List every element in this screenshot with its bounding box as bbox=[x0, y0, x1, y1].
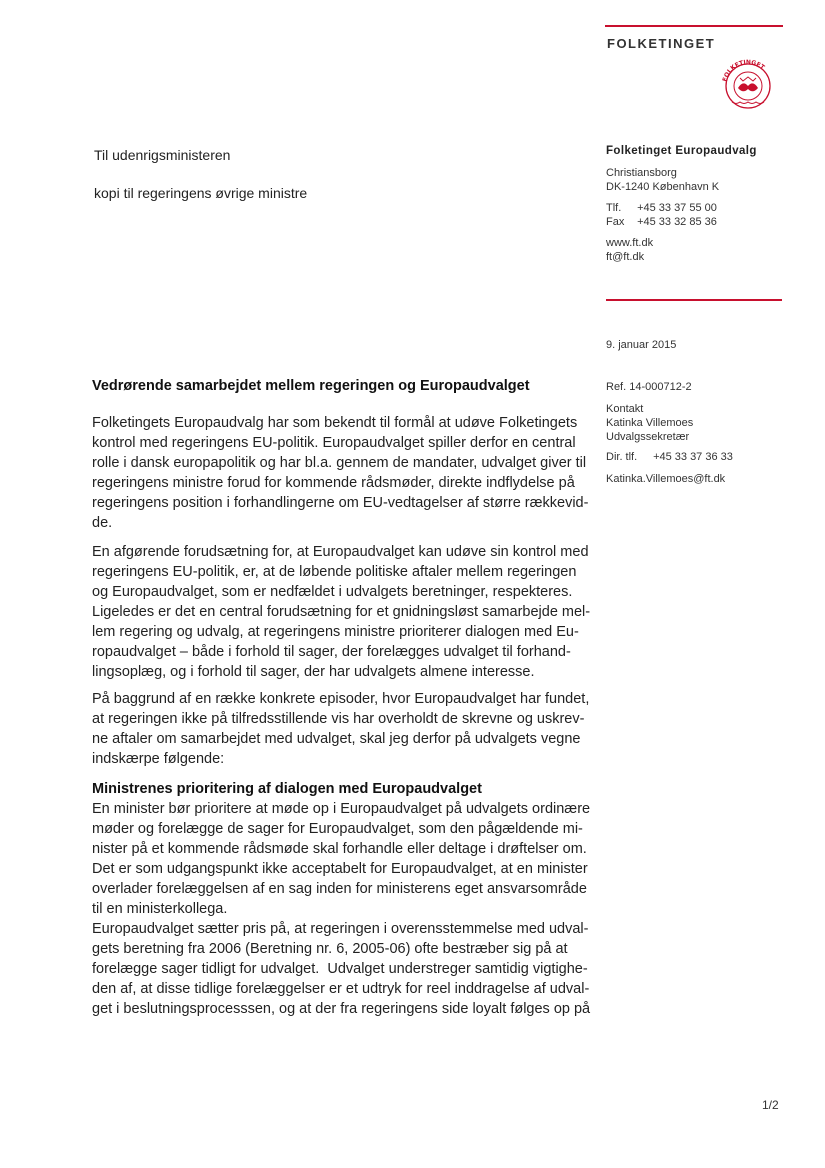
paragraph-3 bbox=[92, 689, 589, 769]
line: En afgørende forudsætning for, at Europaudvalget kan udøve sin kontrol med bbox=[92, 544, 589, 560]
line: ne aftaler om samarbejdet med udvalget, skal jeg derfor på udvalgets vegne bbox=[92, 731, 581, 747]
sender-address bbox=[606, 166, 719, 194]
fax-value: +45 33 32 85 36 bbox=[637, 216, 717, 228]
line: den af, at disse tidlige forelæggelser er et udtryk for reel inddragelse af udval- bbox=[92, 981, 590, 997]
sender-rule bbox=[606, 299, 782, 301]
folketinget-seal-icon bbox=[716, 58, 780, 110]
paragraph-2 bbox=[92, 542, 590, 682]
line: gets beretning fra 2006 (Beretning nr. 6, 2005-06) ofte bestræber sig på at bbox=[92, 941, 568, 957]
paragraph-4 bbox=[92, 799, 590, 1019]
seal-text: FOLKETINGET bbox=[721, 58, 766, 83]
contact-title: Udvalgssekretær bbox=[606, 431, 690, 443]
line: På baggrund af en række konkrete episoder, hvor Europaudvalget har fundet, bbox=[92, 691, 590, 707]
tlf-value: +45 33 37 55 00 bbox=[637, 202, 717, 214]
direct-phone bbox=[606, 450, 733, 464]
line: møder og forelægge de sager for Europaudvalget, som den pågældende mi- bbox=[92, 821, 583, 837]
line: lingsoplæg, og i forhold til sager, der har udvalgets almene interesse. bbox=[92, 664, 535, 680]
letter-title: Vedrørende samarbejdet mellem regeringen og Europaudvalget bbox=[92, 378, 530, 394]
line: Det er som udgangspunkt ikke acceptabelt for Europaudvalget, at en minister bbox=[92, 861, 588, 877]
section-heading: Ministrenes prioritering af dialogen med Europaudvalget bbox=[92, 781, 482, 797]
dir-label: Dir. tlf. bbox=[606, 451, 638, 463]
line: regeringens position i forhandlingerne om EU-vedtagelser af større rækkevid- bbox=[92, 495, 589, 511]
contact-label: Kontakt bbox=[606, 403, 644, 415]
line: og Europaudvalget, som er nedfældet i udvalgets beretninger, respekteres. bbox=[92, 584, 573, 600]
brand-name: FOLKETINGET bbox=[607, 36, 716, 51]
dir-value: +45 33 37 36 33 bbox=[653, 451, 733, 463]
line: rolle i dansk europapolitik og har bl.a. gennem de mandater, udvalget giver til bbox=[92, 455, 587, 471]
contact-name: Katinka Villemoes bbox=[606, 417, 694, 429]
paragraph-1 bbox=[92, 413, 588, 533]
line: indskærpe følgende: bbox=[92, 751, 225, 767]
reference-number: Ref. 14-000712-2 bbox=[606, 381, 692, 393]
line: regeringens EU-politik, er, at de løbende politiske aftaler mellem regeringen bbox=[92, 564, 577, 580]
address-line-1: Christiansborg bbox=[606, 167, 677, 179]
line: forelægge sager tidligt for udvalget. Udvalget understreger samtidig vigtighe- bbox=[92, 961, 588, 977]
line: kontrol med regeringens EU-politik. Europaudvalget spiller derfor en central bbox=[92, 435, 576, 451]
email-link[interactable]: ft@ft.dk bbox=[606, 251, 645, 263]
line: nister på et kommende rådsmøde skal forhandle eller deltage i drøftelser om. bbox=[92, 841, 587, 857]
web-link[interactable]: www.ft.dk bbox=[606, 237, 654, 249]
fax-label: Fax bbox=[606, 216, 625, 228]
line: ropaudvalget – både i forhold til sager, der forelægges udvalget til forhand- bbox=[92, 644, 571, 660]
line: de. bbox=[92, 515, 113, 531]
address-line-2: DK-1240 København K bbox=[606, 181, 720, 193]
line: regeringens ministre forud for kommende rådsmøder, direkte indflydelse på bbox=[92, 475, 575, 491]
line: at regeringen ikke på tilfredsstillende vis har overholdt de skrevne og uskrev- bbox=[92, 711, 585, 727]
line: En minister bør prioritere at møde op i Europaudvalget på udvalgets ordinære bbox=[92, 801, 591, 817]
line: overlader forelæggelsen af en sag inden for ministerens eget ansvarsområde bbox=[92, 881, 587, 897]
sender-phone bbox=[606, 201, 717, 229]
line: get i beslutningsprocesssen, og at der fra regeringens side loyalt følges op på bbox=[92, 1001, 591, 1017]
page-number: 1/2 bbox=[762, 1098, 779, 1112]
sender-name: Folketinget Europaudvalg bbox=[606, 145, 757, 157]
line: Ligeledes er det en central forudsætning for et gnidningsløst samarbejde mel- bbox=[92, 604, 591, 620]
contact-email[interactable]: Katinka.Villemoes@ft.dk bbox=[606, 473, 726, 485]
letter-date: 9. januar 2015 bbox=[606, 339, 677, 351]
line: lem regering og udvalg, at regeringens ministre prioriterer dialogen med Eu- bbox=[92, 624, 579, 640]
line: til en ministerkollega. bbox=[92, 901, 228, 917]
sender-web bbox=[606, 236, 653, 264]
contact-block bbox=[606, 402, 693, 444]
header-rule bbox=[605, 25, 783, 27]
recipient-cc: kopi til regeringens øvrige ministre bbox=[94, 185, 308, 201]
line: Folketingets Europaudvalg har som bekendt til formål at udøve Folketingets bbox=[92, 415, 578, 431]
tlf-label: Tlf. bbox=[606, 202, 622, 214]
recipient-to: Til udenrigsministeren bbox=[94, 147, 231, 163]
line: Europaudvalget sætter pris på, at regeringen i overensstemmelse med udval- bbox=[92, 921, 589, 937]
